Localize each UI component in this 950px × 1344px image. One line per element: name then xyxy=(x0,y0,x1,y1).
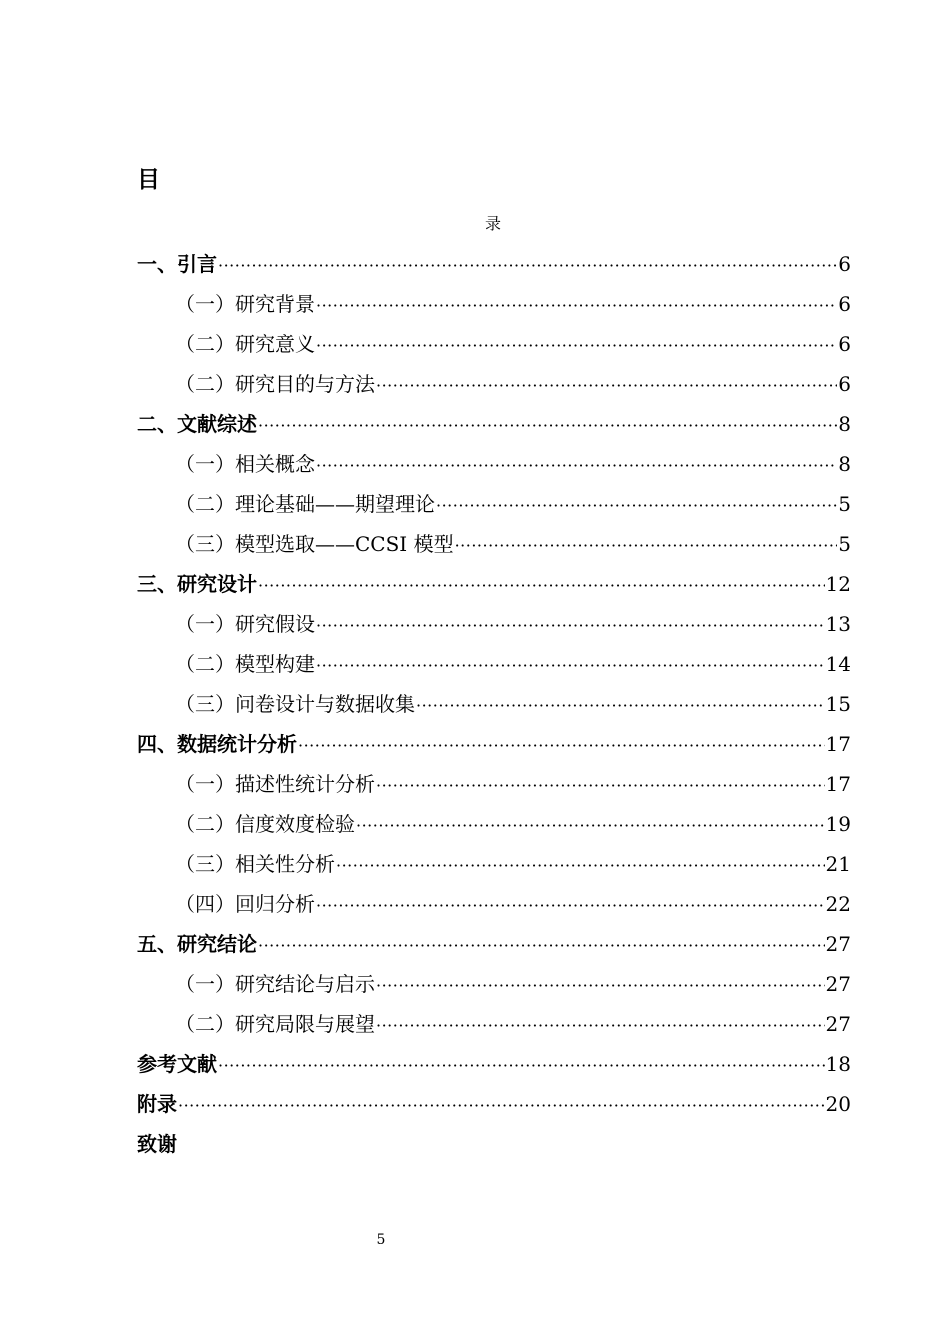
toc-entry-label: （一）相关概念 xyxy=(175,452,315,476)
toc-entry-section[interactable] xyxy=(137,964,851,1004)
toc-entry-section[interactable] xyxy=(137,484,851,524)
toc-entry-chapter[interactable] xyxy=(137,1124,851,1164)
toc-dot-leader xyxy=(376,766,825,806)
toc-dot-leader xyxy=(218,246,837,286)
toc-entry-page: 18 xyxy=(825,1052,851,1076)
toc-dot-leader xyxy=(455,526,838,566)
toc-entry-chapter[interactable] xyxy=(137,724,851,764)
toc-entry-label: （二）模型构建 xyxy=(175,652,315,676)
toc-entry-section[interactable] xyxy=(137,884,851,924)
toc-dot-leader xyxy=(178,1086,825,1126)
toc-title-second-char: 录 xyxy=(484,214,501,233)
toc-entry-label: （一）研究假设 xyxy=(175,612,315,636)
toc-entry-page: 13 xyxy=(825,612,851,636)
toc-dot-leader xyxy=(316,326,837,366)
toc-entry-label: （二）研究目的与方法 xyxy=(175,372,375,396)
toc-entry-label: 参考文献 xyxy=(137,1052,217,1076)
toc-entry-section[interactable] xyxy=(137,684,851,724)
toc-entry-section[interactable] xyxy=(137,284,851,324)
toc-entry-page: 6 xyxy=(838,332,851,356)
toc-entry-label: （三）问卷设计与数据收集 xyxy=(175,692,415,716)
toc-entry-section[interactable] xyxy=(137,644,851,684)
toc-entry-page: 27 xyxy=(825,972,851,996)
toc-entry-label: 一、引言 xyxy=(137,252,217,276)
toc-entry-page: 8 xyxy=(838,412,851,436)
toc-entry-label: 四、数据统计分析 xyxy=(137,732,297,756)
toc-dot-leader xyxy=(356,806,825,846)
toc-entry-section[interactable] xyxy=(137,764,851,804)
toc-entry-section[interactable] xyxy=(137,844,851,884)
toc-entry-chapter[interactable] xyxy=(137,1084,851,1124)
toc-entry-page: 22 xyxy=(825,892,851,916)
toc-entry-label: （一）研究背景 xyxy=(175,292,315,316)
toc-entry-page: 14 xyxy=(825,652,851,676)
toc-entry-chapter[interactable] xyxy=(137,564,851,604)
toc-dot-leader xyxy=(376,1006,825,1046)
toc-entry-label: （一）研究结论与启示 xyxy=(175,972,375,996)
toc-dot-leader xyxy=(316,286,837,326)
toc-entry-page: 6 xyxy=(838,292,851,316)
toc-entry-section[interactable] xyxy=(137,604,851,644)
toc-entry-label: （二）信度效度检验 xyxy=(175,812,355,836)
toc-dot-leader xyxy=(436,486,837,526)
toc-dot-leader xyxy=(336,846,825,886)
toc-entry-label: 致谢 xyxy=(137,1132,177,1156)
toc-entry-page: 12 xyxy=(825,572,851,596)
toc-entry-section[interactable] xyxy=(137,1004,851,1044)
toc-entry-page: 6 xyxy=(838,372,851,396)
toc-entry-section[interactable] xyxy=(137,804,851,844)
toc-entry-section[interactable] xyxy=(137,524,851,564)
toc-dot-leader xyxy=(258,406,837,446)
table-of-contents xyxy=(137,244,851,1164)
toc-title-first-char: 目 xyxy=(137,167,160,193)
toc-entry-page: 17 xyxy=(825,732,851,756)
toc-entry-page: 5 xyxy=(838,532,851,556)
toc-entry-page: 27 xyxy=(825,1012,851,1036)
toc-dot-leader xyxy=(298,726,825,766)
toc-entry-page: 19 xyxy=(825,812,851,836)
toc-entry-page: 15 xyxy=(825,692,851,716)
toc-entry-label: 二、文献综述 xyxy=(137,412,257,436)
toc-entry-page: 5 xyxy=(838,492,851,516)
toc-entry-label: （四）回归分析 xyxy=(175,892,315,916)
toc-entry-label: 五、研究结论 xyxy=(137,932,257,956)
toc-entry-page: 6 xyxy=(838,252,851,276)
toc-dot-leader xyxy=(316,886,825,926)
toc-entry-label: 附录 xyxy=(137,1092,177,1116)
toc-entry-page: 20 xyxy=(825,1092,851,1116)
toc-entry-chapter[interactable] xyxy=(137,924,851,964)
toc-dot-leader xyxy=(316,606,825,646)
toc-entry-page: 17 xyxy=(825,772,851,796)
toc-entry-page: 8 xyxy=(838,452,851,476)
toc-entry-chapter[interactable] xyxy=(137,244,851,284)
toc-entry-label: （二）理论基础——期望理论 xyxy=(175,492,435,516)
toc-entry-label: （一）描述性统计分析 xyxy=(175,772,375,796)
toc-dot-leader xyxy=(376,966,825,1006)
toc-entry-section[interactable] xyxy=(137,364,851,404)
toc-entry-page: 27 xyxy=(825,932,851,956)
toc-entry-label: （三）模型选取——CCSI 模型 xyxy=(175,532,454,556)
toc-dot-leader xyxy=(376,366,837,406)
toc-dot-leader xyxy=(316,446,837,486)
toc-entry-label: （二）研究局限与展望 xyxy=(175,1012,375,1036)
toc-entry-section[interactable] xyxy=(137,324,851,364)
toc-dot-leader xyxy=(316,646,825,686)
toc-dot-leader xyxy=(258,566,825,606)
toc-dot-leader xyxy=(416,686,825,726)
toc-entry-section[interactable] xyxy=(137,444,851,484)
toc-dot-leader xyxy=(258,926,825,966)
toc-entry-chapter[interactable] xyxy=(137,404,851,444)
toc-dot-leader xyxy=(218,1046,825,1086)
toc-entry-page: 21 xyxy=(825,852,851,876)
toc-entry-label: 三、研究设计 xyxy=(137,572,257,596)
toc-entry-chapter[interactable] xyxy=(137,1044,851,1084)
toc-entry-label: （二）研究意义 xyxy=(175,332,315,356)
page-number: 5 xyxy=(376,1232,386,1248)
toc-entry-label: （三）相关性分析 xyxy=(175,852,335,876)
